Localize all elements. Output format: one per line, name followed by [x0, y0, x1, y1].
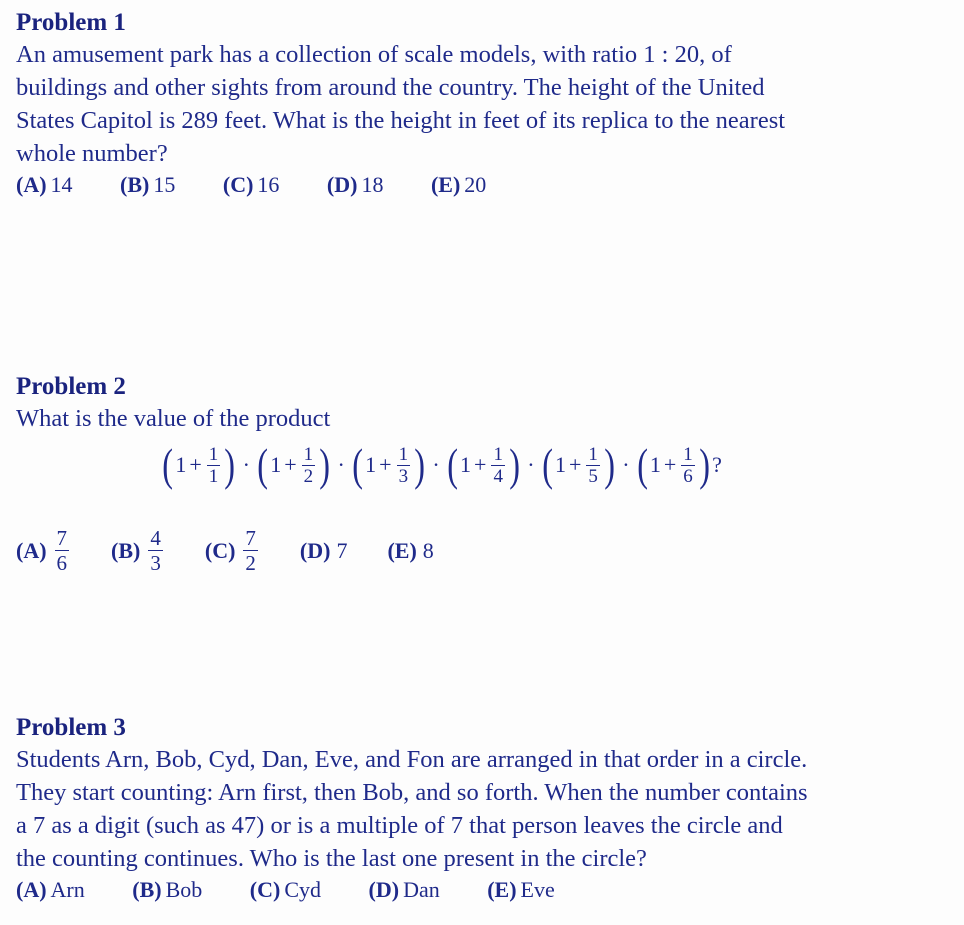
choice-c[interactable]	[250, 875, 321, 905]
choice-d[interactable]	[369, 875, 440, 905]
answer-choices	[16, 526, 474, 575]
text-line: a 7 as a digit (such as 47) or is a multiple of 7 that person leaves the circle and	[16, 812, 783, 839]
choice-letter: (D)	[326, 172, 358, 197]
formula-factor: ( 1 + $\frac{1}{5}$ )	[541, 439, 615, 490]
text-line: An amusement park has a collection of scale models, with ratio 1 : 20, of	[16, 41, 732, 68]
choice-value: 16	[257, 172, 280, 197]
formula-times: ·	[337, 452, 345, 477]
text-line: Students Arn, Bob, Cyd, Dan, Eve, and Fon are arranged in that order in a circle.	[16, 746, 808, 773]
choice-letter: (A)	[16, 537, 47, 563]
choice-value: Cyd	[284, 877, 322, 902]
choice-value: 8	[422, 537, 434, 563]
formula-factor: ( 1 + $\frac{1}{1}$ )	[162, 439, 236, 490]
text-line: the counting continues. Who is the last one present in the circle?	[16, 845, 647, 872]
choice-c[interactable]	[223, 170, 280, 200]
choice-letter: (E)	[430, 172, 461, 197]
choice-value: 14	[50, 172, 73, 197]
formula-fraction: $\frac{1}{4}$	[493, 443, 503, 487]
formula-fraction: $\frac{1}{3}$	[398, 443, 409, 487]
problem-1	[16, 8, 956, 200]
formula-one: 1	[175, 452, 187, 477]
formula-one: 1	[554, 452, 566, 477]
formula-plus: +	[568, 452, 582, 477]
choice-letter: (C)	[222, 172, 254, 197]
formula-fraction: $\frac{1}{1}$	[208, 443, 219, 487]
formula-times: ·	[622, 452, 630, 477]
answer-choices	[16, 875, 956, 905]
choice-a[interactable]	[16, 526, 71, 575]
choice-e[interactable]	[431, 170, 486, 200]
formula-times: ·	[432, 452, 440, 477]
choice-e[interactable]	[487, 875, 555, 905]
choice-value: Bob	[165, 877, 203, 902]
formula-plus: +	[663, 452, 677, 477]
choice-letter: (B)	[120, 172, 150, 197]
choice-letter: (A)	[16, 877, 47, 902]
problem-text: What is the value of the product	[16, 405, 331, 432]
choice-letter: (B)	[111, 537, 141, 563]
choice-fraction: $\frac{7}{2}$	[245, 526, 256, 575]
formula-factor: ( 1 + $\frac{1}{6}$ )	[636, 439, 710, 490]
problem-title: Problem 1	[16, 9, 126, 36]
formula-one: 1	[460, 452, 472, 477]
product-formula	[160, 432, 722, 498]
choice-b[interactable]	[132, 875, 202, 905]
choice-letter: (E)	[487, 877, 517, 902]
choice-value: Arn	[50, 877, 85, 902]
choice-value: 20	[464, 172, 487, 197]
formula-plus: +	[284, 452, 297, 477]
formula-fraction: $\frac{1}{2}$	[303, 443, 314, 487]
formula-times: ·	[527, 452, 535, 477]
choice-letter: (E)	[387, 537, 417, 563]
problem-text	[16, 38, 956, 170]
choice-fraction: $\frac{7}{6}$	[56, 526, 68, 575]
choice-letter: (D)	[299, 537, 331, 563]
text-line: They start counting: Arn first, then Bob, and so forth. When the number contains	[16, 779, 808, 806]
choice-a[interactable]	[16, 170, 73, 200]
choice-value: 7	[336, 537, 348, 563]
choice-a[interactable]	[16, 875, 85, 905]
formula-factor: ( 1 + $\frac{1}{2}$ )	[257, 439, 331, 490]
text-line: whole number?	[16, 140, 168, 167]
answer-choices	[16, 170, 956, 200]
choice-d[interactable]	[300, 538, 348, 564]
choice-letter: (A)	[16, 172, 47, 197]
choice-letter: (C)	[204, 537, 236, 563]
formula-factor: ( 1 + $\frac{1}{3}$ )	[352, 439, 426, 490]
formula-one: 1	[270, 452, 282, 477]
problem-title: Problem 2	[16, 373, 126, 400]
choice-value: Dan	[403, 877, 440, 902]
choice-letter: (B)	[132, 877, 162, 902]
formula-one: 1	[649, 452, 661, 477]
choice-value: 18	[361, 172, 384, 197]
formula-plus: +	[474, 452, 487, 477]
choice-letter: (C)	[249, 877, 281, 902]
choice-letter: (D)	[368, 877, 400, 902]
choice-c[interactable]	[205, 526, 260, 575]
formula-fraction: $\frac{1}{5}$	[588, 443, 598, 487]
problem-2	[16, 372, 956, 435]
text-line: buildings and other sights from around the country. The height of the United	[16, 74, 765, 101]
formula-question-mark: ?	[712, 452, 722, 477]
choice-e[interactable]	[387, 538, 433, 564]
choice-value: Eve	[520, 877, 555, 902]
problem-title: Problem 3	[16, 714, 126, 741]
choice-d[interactable]	[327, 170, 384, 200]
formula-plus: +	[379, 452, 392, 477]
problem-text	[16, 743, 956, 875]
formula-factor: ( 1 + $\frac{1}{4}$ )	[447, 439, 520, 490]
choice-value: 15	[153, 172, 176, 197]
text-line: States Capitol is 289 feet. What is the height in feet of its replica to the nearest	[16, 107, 786, 134]
formula-times: ·	[242, 452, 250, 477]
formula-one: 1	[365, 452, 377, 477]
choice-fraction: $\frac{4}{3}$	[150, 526, 161, 575]
formula-plus: +	[189, 452, 202, 477]
problem-3	[16, 713, 956, 905]
formula-fraction: $\frac{1}{6}$	[683, 443, 693, 487]
choice-b[interactable]	[120, 170, 175, 200]
choice-b[interactable]	[111, 526, 165, 575]
